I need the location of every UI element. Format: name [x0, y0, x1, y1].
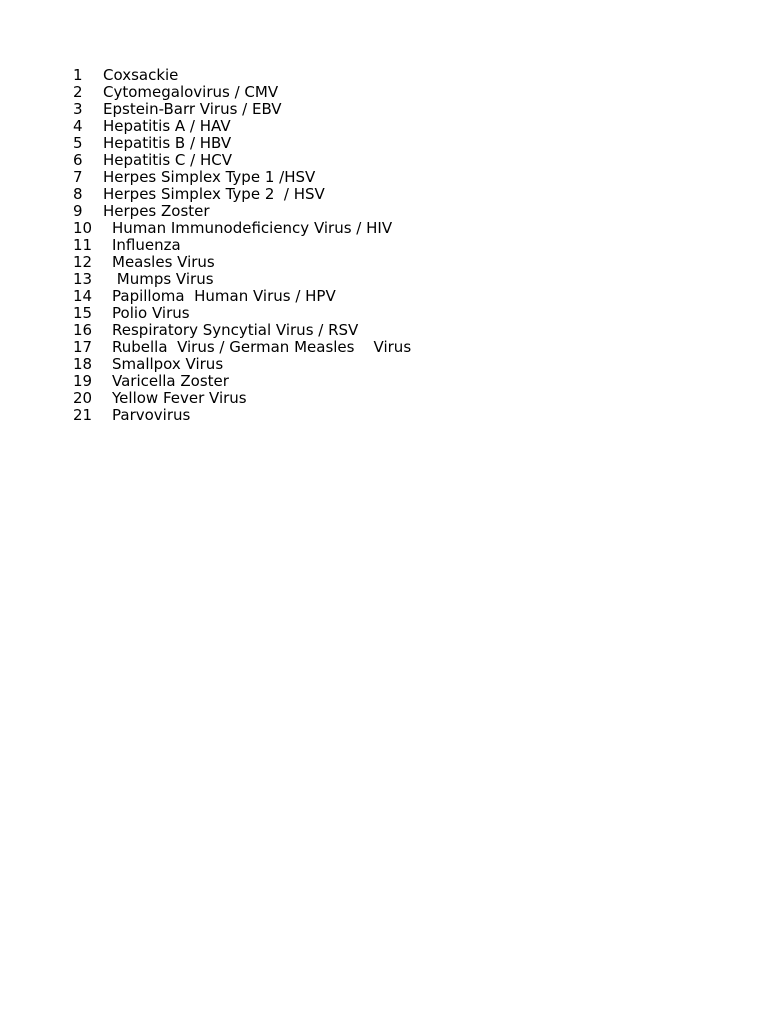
- list-item: [73, 407, 411, 424]
- list-item: [73, 152, 411, 169]
- list-item: [73, 203, 411, 220]
- list-item: [73, 390, 411, 407]
- item-number: 1: [73, 66, 83, 84]
- item-number: 6: [73, 151, 83, 169]
- item-number: 5: [73, 134, 83, 152]
- item-name: Coxsackie: [103, 66, 179, 84]
- item-number: 17: [73, 338, 93, 356]
- item-name: Mumps Virus: [112, 270, 214, 288]
- item-name: Yellow Fever Virus: [112, 389, 247, 407]
- item-name: Varicella Zoster: [112, 372, 229, 390]
- item-name: Hepatitis A / HAV: [103, 117, 231, 135]
- list-item: [73, 135, 411, 152]
- item-number: 15: [73, 304, 93, 322]
- item-name: Smallpox Virus: [112, 355, 224, 373]
- item-number: 4: [73, 117, 83, 135]
- list-item: [73, 373, 411, 390]
- virus-list: [73, 67, 411, 424]
- item-name: Hepatitis B / HBV: [103, 134, 232, 152]
- item-name: Herpes Simplex Type 2 / HSV: [103, 185, 325, 203]
- list-item: [73, 271, 411, 288]
- item-number: 12: [73, 253, 93, 271]
- list-item: [73, 118, 411, 135]
- list-item: [73, 186, 411, 203]
- item-name: Respiratory Syncytial Virus / RSV: [112, 321, 359, 339]
- item-number: 2: [73, 83, 83, 101]
- list-item: [73, 339, 411, 356]
- list-item: [73, 101, 411, 118]
- list-item: [73, 169, 411, 186]
- item-name: Hepatitis C / HCV: [103, 151, 232, 169]
- item-number: 9: [73, 202, 83, 220]
- list-item: [73, 220, 411, 237]
- item-name: Rubella Virus / German Measles Virus: [112, 338, 412, 356]
- item-number: 10: [73, 219, 93, 237]
- item-number: 19: [73, 372, 93, 390]
- item-name: Human Immunodeficiency Virus / HIV: [112, 219, 393, 237]
- item-name: Influenza: [112, 236, 181, 254]
- list-item: [73, 288, 411, 305]
- item-number: 18: [73, 355, 93, 373]
- list-item: [73, 322, 411, 339]
- list-item: [73, 305, 411, 322]
- item-number: 8: [73, 185, 83, 203]
- item-number: 13: [73, 270, 93, 288]
- item-number: 3: [73, 100, 83, 118]
- item-number: 14: [73, 287, 93, 305]
- item-name: Herpes Zoster: [103, 202, 210, 220]
- item-name: Epstein-Barr Virus / EBV: [103, 100, 282, 118]
- list-item: [73, 356, 411, 373]
- item-number: 20: [73, 389, 93, 407]
- item-name: Papilloma Human Virus / HPV: [112, 287, 336, 305]
- list-item: [73, 84, 411, 101]
- list-item: [73, 254, 411, 271]
- list-item: [73, 67, 411, 84]
- item-name: Parvovirus: [112, 406, 191, 424]
- item-name: Cytomegalovirus / CMV: [103, 83, 279, 101]
- item-name: Polio Virus: [112, 304, 190, 322]
- item-name: Measles Virus: [112, 253, 215, 271]
- item-number: 16: [73, 321, 93, 339]
- item-number: 11: [73, 236, 93, 254]
- item-number: 7: [73, 168, 83, 186]
- item-name: Herpes Simplex Type 1 /HSV: [103, 168, 316, 186]
- list-item: [73, 237, 411, 254]
- item-number: 21: [73, 406, 93, 424]
